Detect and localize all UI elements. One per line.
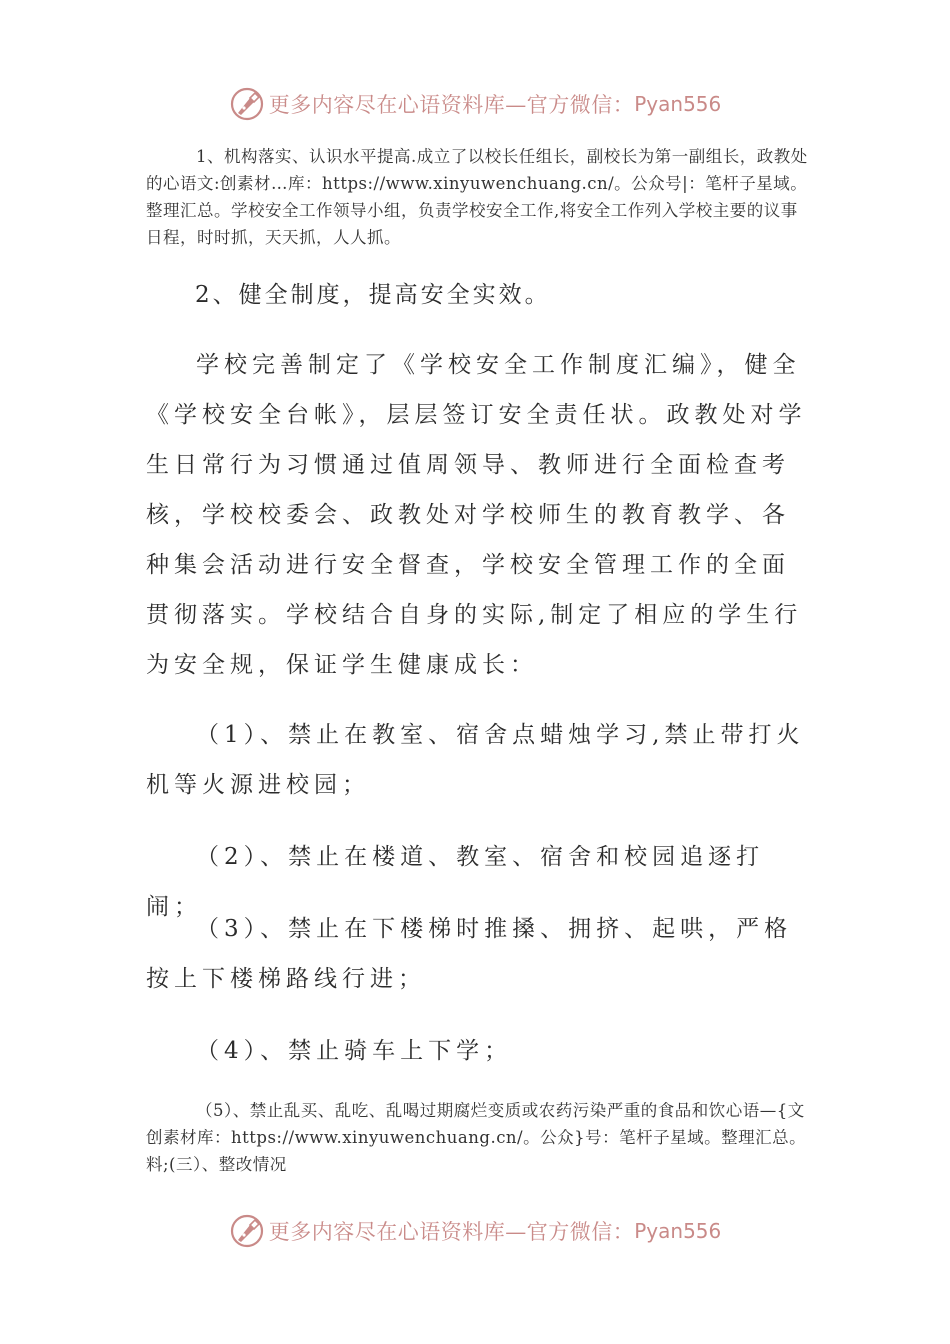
rule-item-3 xyxy=(146,904,814,1004)
rule-item-4 xyxy=(146,1026,814,1076)
paragraph-1-text: 1、机构落实、认识水平提高.成立了以校长任组长，副校长为第一副组长，政教处的心语文:创素材…库：https://www.xinyuwenchuang.cn/。公众号|：笔杆子星域。整理汇总。学校安全工作领导小组，负责学校安全工作,将安全工作列入学校主要的议事日程，时时抓，天天抓，人人抓。 xyxy=(146,147,808,247)
rule-item-3-text: （3）、禁止在下楼梯时推搡、拥挤、起哄，严格按上下楼梯路线行进； xyxy=(146,916,793,992)
paragraph-body xyxy=(146,340,814,690)
header-banner xyxy=(0,84,950,124)
rule-item-4-text: （4）、禁止骑车上下学； xyxy=(196,1038,513,1064)
rule-item-1-text: （1）、禁止在教室、宿舍点蜡烛学习,禁止带打火机等火源进校园； xyxy=(146,722,805,798)
rule-item-2-text: （2）、禁止在楼道、教室、宿舍和校园追逐打闹； xyxy=(146,844,765,920)
footer-banner xyxy=(0,1211,950,1251)
rule-item-5-text: （5）、禁止乱买、乱吃、乱喝过期腐烂变质或农药污染严重的食品和饮心语—{文创素材库：https://www.xinyuwenchuang.cn/。公众}号：笔杆子星域。整理汇总。料;(三）、整改情况 xyxy=(146,1101,807,1174)
banner-wechat-id: Pyan556 xyxy=(634,92,722,116)
banner-wechat-id: Pyan556 xyxy=(634,1219,722,1243)
paragraph-1 xyxy=(146,143,814,251)
pen-nib-logo-icon xyxy=(229,1213,265,1249)
rule-item-1 xyxy=(146,710,814,810)
pen-nib-logo-icon xyxy=(229,86,265,122)
section-heading: 2、健全制度，提高安全实效。 xyxy=(195,282,551,308)
banner-text: 更多内容尽在心语资料库—官方微信： xyxy=(268,1220,635,1244)
rule-item-5 xyxy=(146,1097,814,1178)
paragraph-body-text: 学校完善制定了《学校安全工作制度汇编》，健全《学校安全台帐》，层层签订安全责任状。政教处对学生日常行为习惯通过值周领导、教师进行全面检查考核，学校校委会、政教处对学校师生的教育教学、各种集会活动进行安全督查，学校安全管理工作的全面贯彻落实。学校结合自身的实际,制定了相应的学生行为安全规，保证学生健康成长： xyxy=(146,352,807,678)
banner-text: 更多内容尽在心语资料库—官方微信： xyxy=(268,93,635,117)
